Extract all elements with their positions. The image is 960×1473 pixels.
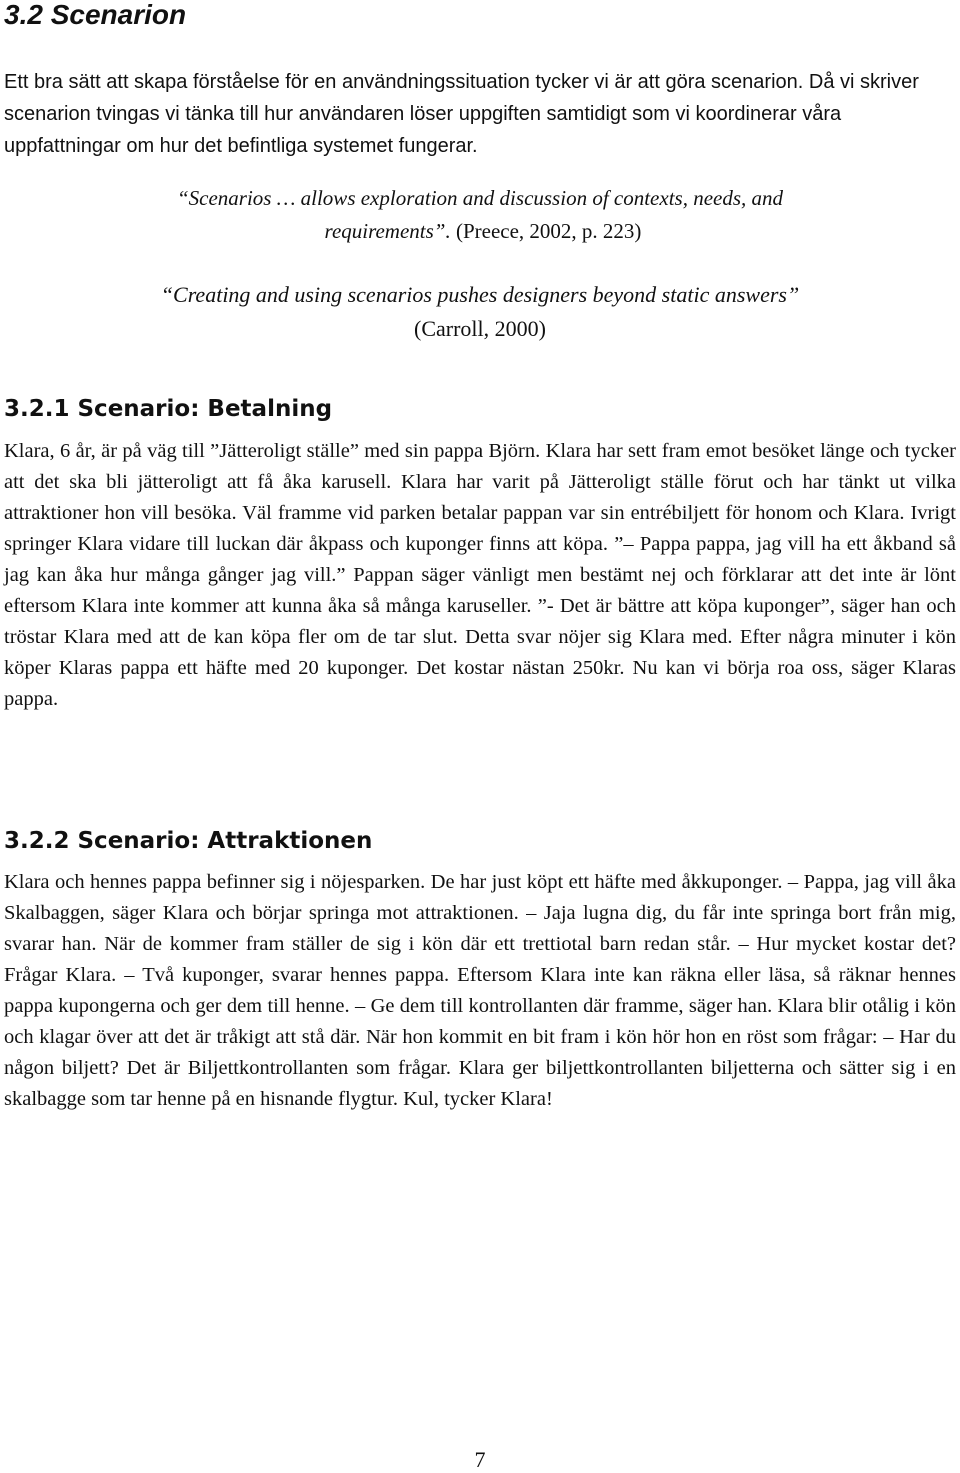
page-number: 7 (474, 1447, 486, 1472)
quote-preece-text: “Scenarios … allows exploration and discussion of contexts, needs, and (176, 186, 784, 210)
quote-carroll-text: “Creating and using scenarios pushes designers beyond static answers” (160, 282, 800, 307)
scenario-betalning-paragraph: Klara, 6 år, är på väg till ”Jätteroligt ställe” med sin pappa Björn. Klara har sett fram emot besöket länge och tycker att det ska bli jätteroligt att få åka karusell. Klara har varit på Jätteroligt ställe förut och har tänkt ut vilka attraktioner hon vill besöka. Väl framme vid parken betalar pappan var sin entrébiljett för honom och Klara. Ivrigt springer Klara vidare till luckan där åkpass och kuponger finns att köpa. ”– Pappa pappa, jag vill ha ett åkband så jag kan åka hur många gånger jag vill.” Pappan säger vänligt men bestämt nej och förklarar att det inte är lönt eftersom Klara inte kommer att kunna åka så många karuseller. ”- Det är bättre att köpa kuponger”, säger han och tröstar Klara med att de kan köpa fler om de tar slut. Detta svar nöjer sig Klara med. Efter några minuter i kön köper Klaras pappa ett häfte med 20 kuponger. Det kostar nästan 250kr. Nu kan vi börja roa oss, säger Klaras pappa. (4, 440, 956, 710)
section-heading: 3.2 Scenarion (4, 0, 187, 30)
quote-carroll-citation: (Carroll, 2000) (414, 316, 546, 341)
subsection-heading-attraktionen: 3.2.2 Scenario: Attraktionen (4, 828, 373, 854)
quote-preece (0, 182, 960, 248)
quote-preece-citation: (Preece, 2002, p. 223) (450, 219, 642, 243)
subsection-heading-betalning: 3.2.1 Scenario: Betalning (4, 396, 333, 422)
quote-carroll (0, 278, 960, 346)
scenario-attraktionen-paragraph: Klara och hennes pappa befinner sig i nöjesparken. De har just köpt ett häfte med åkkuponger. – Pappa, jag vill åka Skalbaggen, säger Klara och börjar springa mot attraktionen. – Jaja lugna dig, du får inte springa bort från mig, svarar han. När de kommer fram ställer de sig i kön där ett trettiotal barn redan står. – Hur mycket kostar det? Frågar Klara. – Två kuponger, svarar hennes pappa. Eftersom Klara inte kan räkna eller läsa, så räknar hennes pappa kupongerna och ger dem till henne. – Ge dem till kontrollanten där framme, säger han. Klara blir otålig i kön och klagar över att det är tråkigt att stå där. När hon kommit en bit fram i kön hör hon en röst som frågar: – Har du någon biljett? Det är Biljettkontrollanten som frågar. Klara ger biljettkontrollanten biljetterna och sätter sig i en skalbagge som tar henne på en hisnande flygtur. Kul, tycker Klara! (4, 871, 956, 1110)
quote-preece-text-end: requirements”. (324, 219, 451, 243)
quote-preece-line2 (6, 215, 960, 248)
intro-paragraph: Ett bra sätt att skapa förståelse för en användningssituation tycker vi är att göra scenarion. Då vi skriver scenarion tvingas vi tänka till hur användaren löser uppgiften samtidigt som vi koordinerar våra uppfattningar om hur det befintliga systemet fungerar. (4, 71, 919, 157)
